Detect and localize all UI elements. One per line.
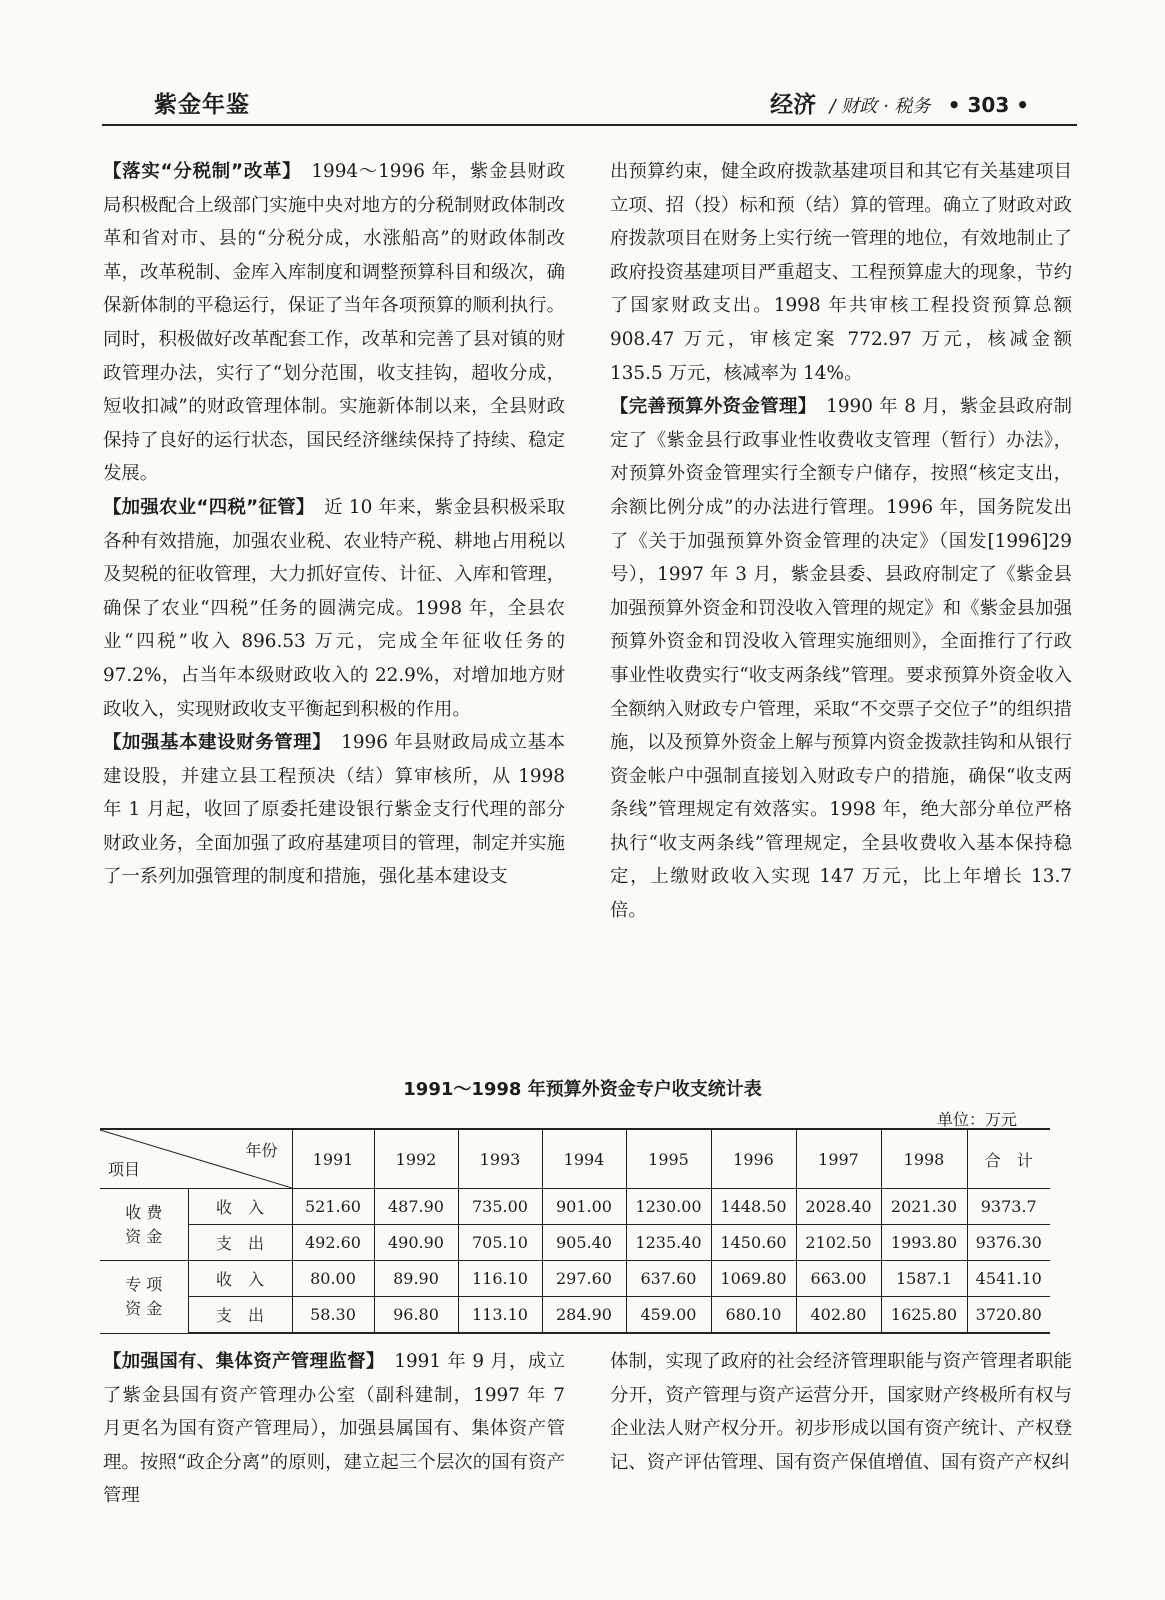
paragraph: [103, 1345, 565, 1513]
paragraph-text: 1991 年 9 月，成立了紫金县国有资产管理办公室（副科建制，1997 年 7 月更名为国有资产管理局），加强县属国有、集体资产管理。按照“政企分离”的原则，建立起三个层次的国有资产管理: [103, 1351, 565, 1507]
year-header: 1994: [542, 1129, 626, 1189]
table-cell: 9373.7: [967, 1189, 1050, 1225]
table-cell: 2028.40: [796, 1189, 881, 1225]
table-cell: 637.60: [626, 1261, 711, 1297]
table-cell: 680.10: [711, 1297, 796, 1334]
paragraph-text: 1996 年县财政局成立基本建设股，并建立县工程预决（结）算审核所，从 1998 年 1 月起，收回了原委托建设银行紫金支行代理的部分财政业务，全面加强了政府基建项目的管理，制定并实施了一系列加强管理的制度和措施，强化基本建设支: [103, 732, 565, 888]
table-cell: 1448.50: [711, 1189, 796, 1225]
year-header: 1991: [292, 1129, 374, 1189]
table-cell: 1069.80: [711, 1261, 796, 1297]
section-title: 经济: [770, 92, 817, 118]
paragraph: [610, 1345, 1072, 1479]
category-special-funds: [100, 1261, 188, 1334]
row-label: 支 出: [188, 1297, 292, 1334]
text-column-2: [610, 155, 1072, 928]
table-cell: 9376.30: [967, 1225, 1050, 1261]
table-cell: 1587.1: [881, 1261, 967, 1297]
table-cell: 96.80: [374, 1297, 458, 1334]
table-cell: 402.80: [796, 1297, 881, 1334]
subsection-title: / 财政 · 税务: [829, 96, 931, 117]
table-cell: 521.60: [292, 1189, 374, 1225]
paragraph-heading: 【落实“分税制”改革】: [103, 161, 293, 182]
corner-item-label: 项目: [108, 1160, 141, 1179]
table-cell: 1450.60: [711, 1225, 796, 1261]
table-cell: 705.10: [458, 1225, 542, 1261]
paragraph: [103, 155, 565, 491]
table-cell: 4541.10: [967, 1261, 1050, 1297]
row-label: 收 入: [188, 1189, 292, 1225]
paragraph: [103, 726, 565, 894]
year-header: 1993: [458, 1129, 542, 1189]
table-row: [100, 1189, 1050, 1225]
paragraph-heading: 【加强农业“四税”征管】: [103, 496, 306, 518]
category-fee-funds: [100, 1189, 188, 1261]
table-cell: 284.90: [542, 1297, 626, 1334]
table-cell: 735.00: [458, 1189, 542, 1225]
paragraph-heading: 【完善预算外资金管理】: [610, 396, 808, 418]
table-cell: 1993.80: [881, 1225, 967, 1261]
table-cell: 3720.80: [967, 1297, 1050, 1334]
table-cell: 901.00: [542, 1189, 626, 1225]
category-label: 收 费 资 金: [125, 1202, 163, 1246]
book-title: 紫金年鉴: [154, 92, 250, 118]
year-header: 1997: [796, 1129, 881, 1189]
section-header: [770, 86, 1029, 119]
table-cell: 459.00: [626, 1297, 711, 1334]
table-cell: 297.60: [542, 1261, 626, 1297]
paragraph-text: 体制，实现了政府的社会经济管理职能与资产管理者职能分开，资产管理与资产运营分开，国家财产终极所有权与企业法人财产权分开。初步形成以国有资产统计、产权登记、资产评估管理、国有资产保值增值、国有资产产权纠: [610, 1351, 1072, 1473]
table-cell: 58.30: [292, 1297, 374, 1334]
table-corner-cell: [100, 1129, 292, 1189]
corner-year-label: 年份: [245, 1141, 278, 1160]
total-header: 合 计: [967, 1129, 1050, 1189]
paragraph: [610, 390, 1072, 928]
page-header: [102, 80, 1077, 126]
paragraph: [610, 155, 1072, 390]
table-cell: 487.90: [374, 1189, 458, 1225]
table-cell: 89.90: [374, 1261, 458, 1297]
table-header-row: [100, 1129, 1050, 1189]
table-cell: 905.40: [542, 1225, 626, 1261]
table-cell: 80.00: [292, 1261, 374, 1297]
table-cell: 1235.40: [626, 1225, 711, 1261]
paragraph-text: 近 10 年来，紫金县积极采取各种有效措施，加强农业税、农业特产税、耕地占用税以及契税的征收管理，大力抓好宣传、计征、入库和管理，确保了农业“四税”任务的圆满完成。1998 年，全县农业“四税”收入 896.53 万元，完成全年征收任务的 97.2%，占当年本级财政收入的 22.9%，对增加地方财政收入，实现财政收支平衡起到积极的作用。: [103, 496, 565, 720]
statistics-table: [100, 1128, 1050, 1334]
year-header: 1995: [626, 1129, 711, 1189]
paragraph-text: 1994～1996 年，紫金县财政局积极配合上级部门实施中央对地方的分税制财政体制改革和省对市、县的“分税分成，水涨船高”的财政体制改革，改革税制、金库入库制度和调整预算科目和级次，确保新体制的平稳运行，保证了当年各项预算的顺利执行。同时，积极做好改革配套工作，改革和完善了县对镇的财政管理办法，实行了“划分范围，收支挂钩，超收分成，短收扣减”的财政管理体制。实施新体制以来，全县财政保持了良好的运行状态，国民经济继续保持了持续、稳定发展。: [103, 161, 565, 485]
table-cell: 2102.50: [796, 1225, 881, 1261]
table-row: [100, 1261, 1050, 1297]
table-cell: 2021.30: [881, 1189, 967, 1225]
year-header: 1998: [881, 1129, 967, 1189]
table-unit: 单位：万元: [936, 1110, 1017, 1129]
table-cell: 663.00: [796, 1261, 881, 1297]
table-row: [100, 1225, 1050, 1261]
table-row: [100, 1297, 1050, 1334]
category-label: 专 项 资 金: [125, 1274, 163, 1318]
table-cell: 492.60: [292, 1225, 374, 1261]
paragraph-text: 出预算约束，健全政府拨款基建项目和其它有关基建项目立项、招（投）标和预（结）算的管理。确立了财政对政府拨款项目在财务上实行统一管理的地位，有效地制止了政府投资基建项目严重超支、工程预算虚大的现象，节约了国家财政支出。1998 年共审核工程投资预算总额 908.47 万元，审核定案 772.97 万元，核减金额 135.5 万元，核减率为 14%。: [610, 161, 1072, 384]
paragraph-heading: 【加强国有、集体资产管理监督】: [103, 1351, 376, 1372]
table-title: 1991～1998 年预算外资金专户收支统计表: [403, 1079, 762, 1100]
paragraph-heading: 【加强基本建设财务管理】: [103, 732, 323, 754]
page-number: • 303 •: [947, 93, 1029, 117]
table-cell: 1625.80: [881, 1297, 967, 1334]
table-cell: 113.10: [458, 1297, 542, 1334]
paragraph: [103, 491, 565, 726]
table-cell: 116.10: [458, 1261, 542, 1297]
table-cell: 490.90: [374, 1225, 458, 1261]
row-label: 收 入: [188, 1261, 292, 1297]
text-column-4: [610, 1345, 1072, 1479]
table-cell: 1230.00: [626, 1189, 711, 1225]
paragraph-text: 1990 年 8 月，紫金县政府制定了《紫金县行政事业性收费收支管理（暂行）办法》，对预算外资金管理实行全额专户储存，按照“核定支出，余额比例分成”的办法进行管理。1996 年，国务院发出了《关于加强预算外资金管理的决定》（国发[1996]29 号），1997 年 3 月，紫金县委、县政府制定了《紫金县加强预算外资金和罚没收入管理的规定》和《紫金县加强预算外资金和罚没收入管理实施细则》，全面推行了行政事业性收费实行“收支两条线”管理。要求预算外资金收入全额纳入财政专户管理，采取“不交票子交位子”的组织措施，以及预算外资金上解与预算内资金拨款挂钩和从银行资金帐户中强制直接划入财政专户的措施，确保“收支两条线”管理规定有效落实。1998 年，绝大部分单位严格执行“收支两条线”管理规定，全县收费收入基本保持稳定，上缴财政收入实现 147 万元，比上年增长 13.7 倍。: [610, 396, 1072, 922]
text-column-3: [103, 1345, 565, 1513]
row-label: 支 出: [188, 1225, 292, 1261]
year-header: 1996: [711, 1129, 796, 1189]
text-column-1: [103, 155, 565, 894]
year-header: 1992: [374, 1129, 458, 1189]
